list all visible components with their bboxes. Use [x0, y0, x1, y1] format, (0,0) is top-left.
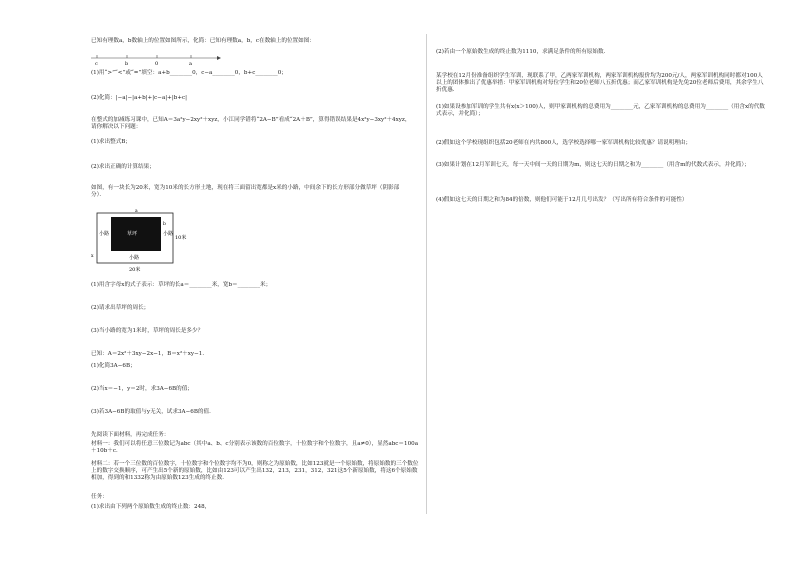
problem3-stem: 如图，有一块长为20米，宽为10米的长方形土地，现在将三面留出宽都是x米的小路，中间余下的长方形部分做草坪（阴影部分）． — [91, 185, 400, 198]
length-label: 20米 — [129, 267, 141, 273]
path-right-label: 小路 — [163, 231, 174, 237]
problem5-task-label: 任务： — [91, 494, 108, 500]
problem4-part3: (3)若3A−6B的取值与y无关，试求3A−6B的值． — [91, 409, 215, 415]
problem5-part1: (1)求出由下列两个原始数生成的终止数：248， — [91, 504, 211, 510]
problem1-part2: (2)化简：|−a|−|a+b|+|c−a|+|b+c| — [91, 95, 188, 101]
path-left-label: 小路 — [99, 231, 110, 237]
problem6-part3: (3)如果计划在12月军训七天，每一天中间一天的日期为m，则这七天的日期之和为________（用含m的代数式表示，并化简）； — [436, 162, 750, 168]
problem4-stem: 已知：A＝2x²＋3xy−2x−1，B＝x²＋xy−1． — [91, 351, 208, 357]
number-line — [91, 52, 221, 66]
width-label: 10米 — [175, 235, 187, 241]
number-line-label-a: a — [189, 61, 192, 66]
column-divider — [426, 34, 427, 514]
problem3-part1: (1)用含字母x的式子表示：草坪的长a＝________米，宽b＝________米； — [91, 282, 272, 288]
problem3-part2: (2)请求出草坪的周长； — [91, 305, 150, 311]
lawn-width-b-label: b — [163, 222, 166, 227]
lawn-length-a-label: a — [135, 209, 138, 214]
problem4-part1: (1)化简3A−6B； — [91, 363, 136, 369]
path-width-x-label: x — [91, 254, 94, 259]
problem5-part2: (2)若由一个原始数生成的终止数为1110，求满足条件的所有原始数． — [436, 49, 610, 55]
problem5-material2: 材料二：若一个三位数的百位数字，十位数字和个位数字均不为0，则称之为原始数，比如123就是一个原始数，将原始数的三个数位上的数字交换顺序，可产生出5个新的原始数，比如由123可以产生出132，213，231，312，321这5个新原始数，将这6个原始数相加，得到的和1332称为由原始数123生成的终止数． — [91, 461, 419, 481]
path-bottom-label: 小路 — [129, 255, 140, 261]
problem1-part1: (1)用“>”“<”或“=”填空：a+b________0，c−a________0，b+c________0； — [91, 70, 287, 76]
problem4-part2: (2)当x＝−1，y＝2时，求3A−6B的值； — [91, 386, 193, 392]
problem6-part4: (4)假如这七天的日期之和为84的倍数，则他们可能于12月几号出发？（写出所有符合条件的可能性） — [436, 197, 688, 203]
problem2-part1: (1)求出整式B； — [91, 139, 132, 145]
lawn-diagram — [91, 207, 191, 277]
number-line-label-b: b — [125, 61, 129, 66]
problem6-part1: (1)如果设参加军训的学生共有x(x＞100)人，则甲家训机构的总费用为________元，乙家军训机构的总费用为________（用含x的代数式表示，并化简）； — [436, 104, 765, 117]
number-line-label-c: c — [95, 61, 98, 66]
problem5-material1: 材料一：我们可以将任意三位数记为abc（其中a、b、c分别表示该数的百位数字，十位数字和个位数字，且a≠0），显然abc＝100a＋10b＋c． — [91, 441, 419, 454]
problem2-stem: 在整式的加减练习课中，已知A＝3a²y−2xy²＋xyz，小江同学错将“2A−B”看成“2A＋B”，算得错误结果是4x²y−3xy²＋4xyz，请你解决以下问题： — [91, 117, 411, 130]
problem3-part3: (3)当小路的宽为1米时，草坪的周长是多少？ — [91, 328, 204, 334]
problem5-intro: 先阅读下面材料，再完成任务： — [91, 432, 170, 438]
lawn-label: 草坪 — [127, 231, 138, 237]
problem6-part2: (2)假如这个学校现组织包括20老师在内共800人，选学校选择哪一家军训机构比较优惠？请说明理由； — [436, 140, 692, 146]
number-line-label-0: 0 — [155, 61, 159, 66]
problem6-stem: 某学校在12月份准备组织学生军训，现联系了甲，乙两家军训机构，两家军训机构报价均为200元/人，两家军训机构同时都对100人以上的团体推出了优惠举措：甲家军训机构对每位学生和20位老师八五折优惠；而乙家军训机构是先免20位老师后费用，其余学生八折优惠． — [436, 73, 764, 93]
problem1-stem: 已知有理数a，b数轴上的位置如图所示，化简：已知有理数a，b，c在数轴上的位置如图： — [91, 38, 315, 44]
problem2-part2: (2)求出正确的计算结果； — [91, 164, 155, 170]
